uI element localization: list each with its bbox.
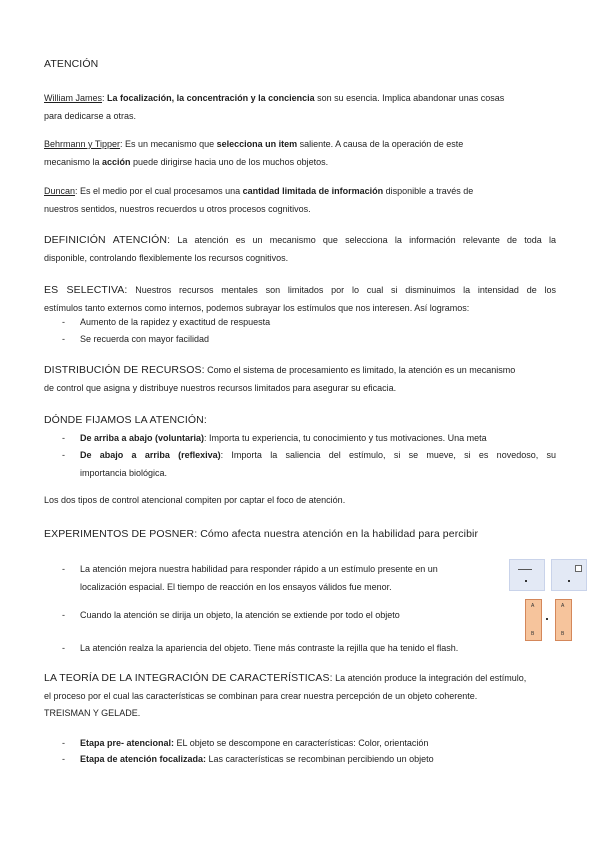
bullet-dash: - [62, 738, 65, 748]
list-item: Cuando la atención se dirija un objeto, la atención se extiende por todo el objeto [80, 610, 400, 620]
label-b: B [561, 631, 565, 637]
list-item: Aumento de la rapidez y exactitud de respuesta [80, 317, 271, 327]
heading-posner: EXPERIMENTOS DE POSNER: Cómo afecta nuestra atención en la habilidad para percibir [44, 528, 479, 540]
section-distribucion: DISTRIBUCIÓN DE RECURSOS: Como el sistema de procesamiento es limitado, la atención es un mecanismo de control que asigna y distribuye nuestros recursos limitados para asegurar su eficacia. [44, 364, 516, 393]
label-a: A [531, 603, 535, 609]
heading-selectiva: ES SELECTIVA: [44, 284, 128, 296]
bullet-dash: - [62, 564, 65, 574]
list-item: La atención realza la apariencia del objeto. Tiene más contraste la rejilla que ha tenido el flash. [80, 643, 459, 653]
fixation-dot [525, 580, 527, 582]
author-william-james: William James [44, 93, 103, 103]
label-a: A [561, 603, 565, 609]
posner-cue-panel-right [551, 559, 587, 591]
heading-teoria: LA TEORÍA DE LA INTEGRACIÓN DE CARACTERÍSTICAS: [44, 672, 333, 684]
bullet-dash: - [62, 450, 65, 460]
paragraph-behrmann-tipper: Behrmann y Tipper: Es un mecanismo que selecciona un item saliente. A causa de la operación de este mecanismo la acción puede dirigirse hacia uno de los muchos objetos. [44, 139, 464, 167]
bullet-dash: - [62, 610, 65, 620]
cue-line [518, 569, 532, 570]
bullet-dash: - [62, 433, 65, 443]
author-duncan: Duncan [44, 186, 76, 196]
section-definicion: DEFINICIÓN ATENCIÓN: La atención es un mecanismo que selecciona la información relevante de toda la disponible, controlando flexiblemente los recursos cognitivos. [44, 234, 556, 263]
page-title: ATENCIÓN [44, 58, 99, 70]
bullet-dash: - [62, 643, 65, 653]
target-square [575, 565, 582, 572]
paragraph-control: Los dos tipos de control atencional compiten por captar el foco de atención. [44, 495, 346, 505]
fixation-dot [568, 580, 570, 582]
paragraph-duncan: Duncan: Es el medio por el cual procesamos una cantidad limitada de información disponible a través de nuestros sentidos, nuestros recuerdos u otros procesos cognitivos. [44, 186, 474, 214]
bullet-dash: - [62, 317, 65, 327]
section-teoria: LA TEORÍA DE LA INTEGRACIÓN DE CARACTERÍSTICAS: La atención produce la integración del estímulo, el proceso por el cual las características se combinan para crear nuestra percepción de un objeto coherente. TREISMAN Y GELADE. [44, 672, 527, 718]
paragraph-william-james: William James: La focalización, la concentración y la conciencia son su esencia. Implica abandonar unas cosas para dedicarse a otras. [44, 93, 505, 121]
bullet-dash: - [62, 754, 65, 764]
posner-object-left [525, 599, 542, 641]
posner-cue-panel-left [509, 559, 545, 591]
bullet-dash: - [62, 334, 65, 344]
list-item: De abajo a arriba (reflexiva): Importa la saliencia del estímulo, si se mueve, si es novedoso, su importancia biológica. [80, 450, 556, 478]
heading-distribucion: DISTRIBUCIÓN DE RECURSOS: [44, 364, 205, 376]
list-item: La atención mejora nuestra habilidad para responder rápido a un estímulo presente en un localización espacial. El tiempo de reacción en los ensayos válidos fue menor. [80, 564, 438, 592]
list-item: Se recuerda con mayor facilidad [80, 334, 210, 344]
list-item: De arriba a abajo (voluntaria): Importa tu experiencia, tu conocimiento y tus motivaciones. Una meta [80, 433, 487, 443]
author-behrmann-tipper: Behrmann y Tipper [44, 139, 121, 149]
section-selectiva: ES SELECTIVA: Nuestros recursos mentales son limitados por lo cual si disminuimos la intensidad de los estímulos tanto externos como internos, podemos subrayar los estímulos que nos interesen. Así logramos: [44, 284, 556, 313]
list-item: Etapa de atención focalizada: Las características se recombinan percibiendo un objeto [80, 754, 434, 764]
heading-definicion: DEFINICIÓN ATENCIÓN: [44, 234, 171, 246]
posner-object-right [555, 599, 572, 641]
fixation-dot [546, 618, 548, 620]
label-b: B [531, 631, 535, 637]
heading-donde: DÓNDE FIJAMOS LA ATENCIÓN: [44, 414, 207, 426]
list-item: Etapa pre- atencional: EL objeto se descompone en características: Color, orientación [80, 738, 429, 748]
